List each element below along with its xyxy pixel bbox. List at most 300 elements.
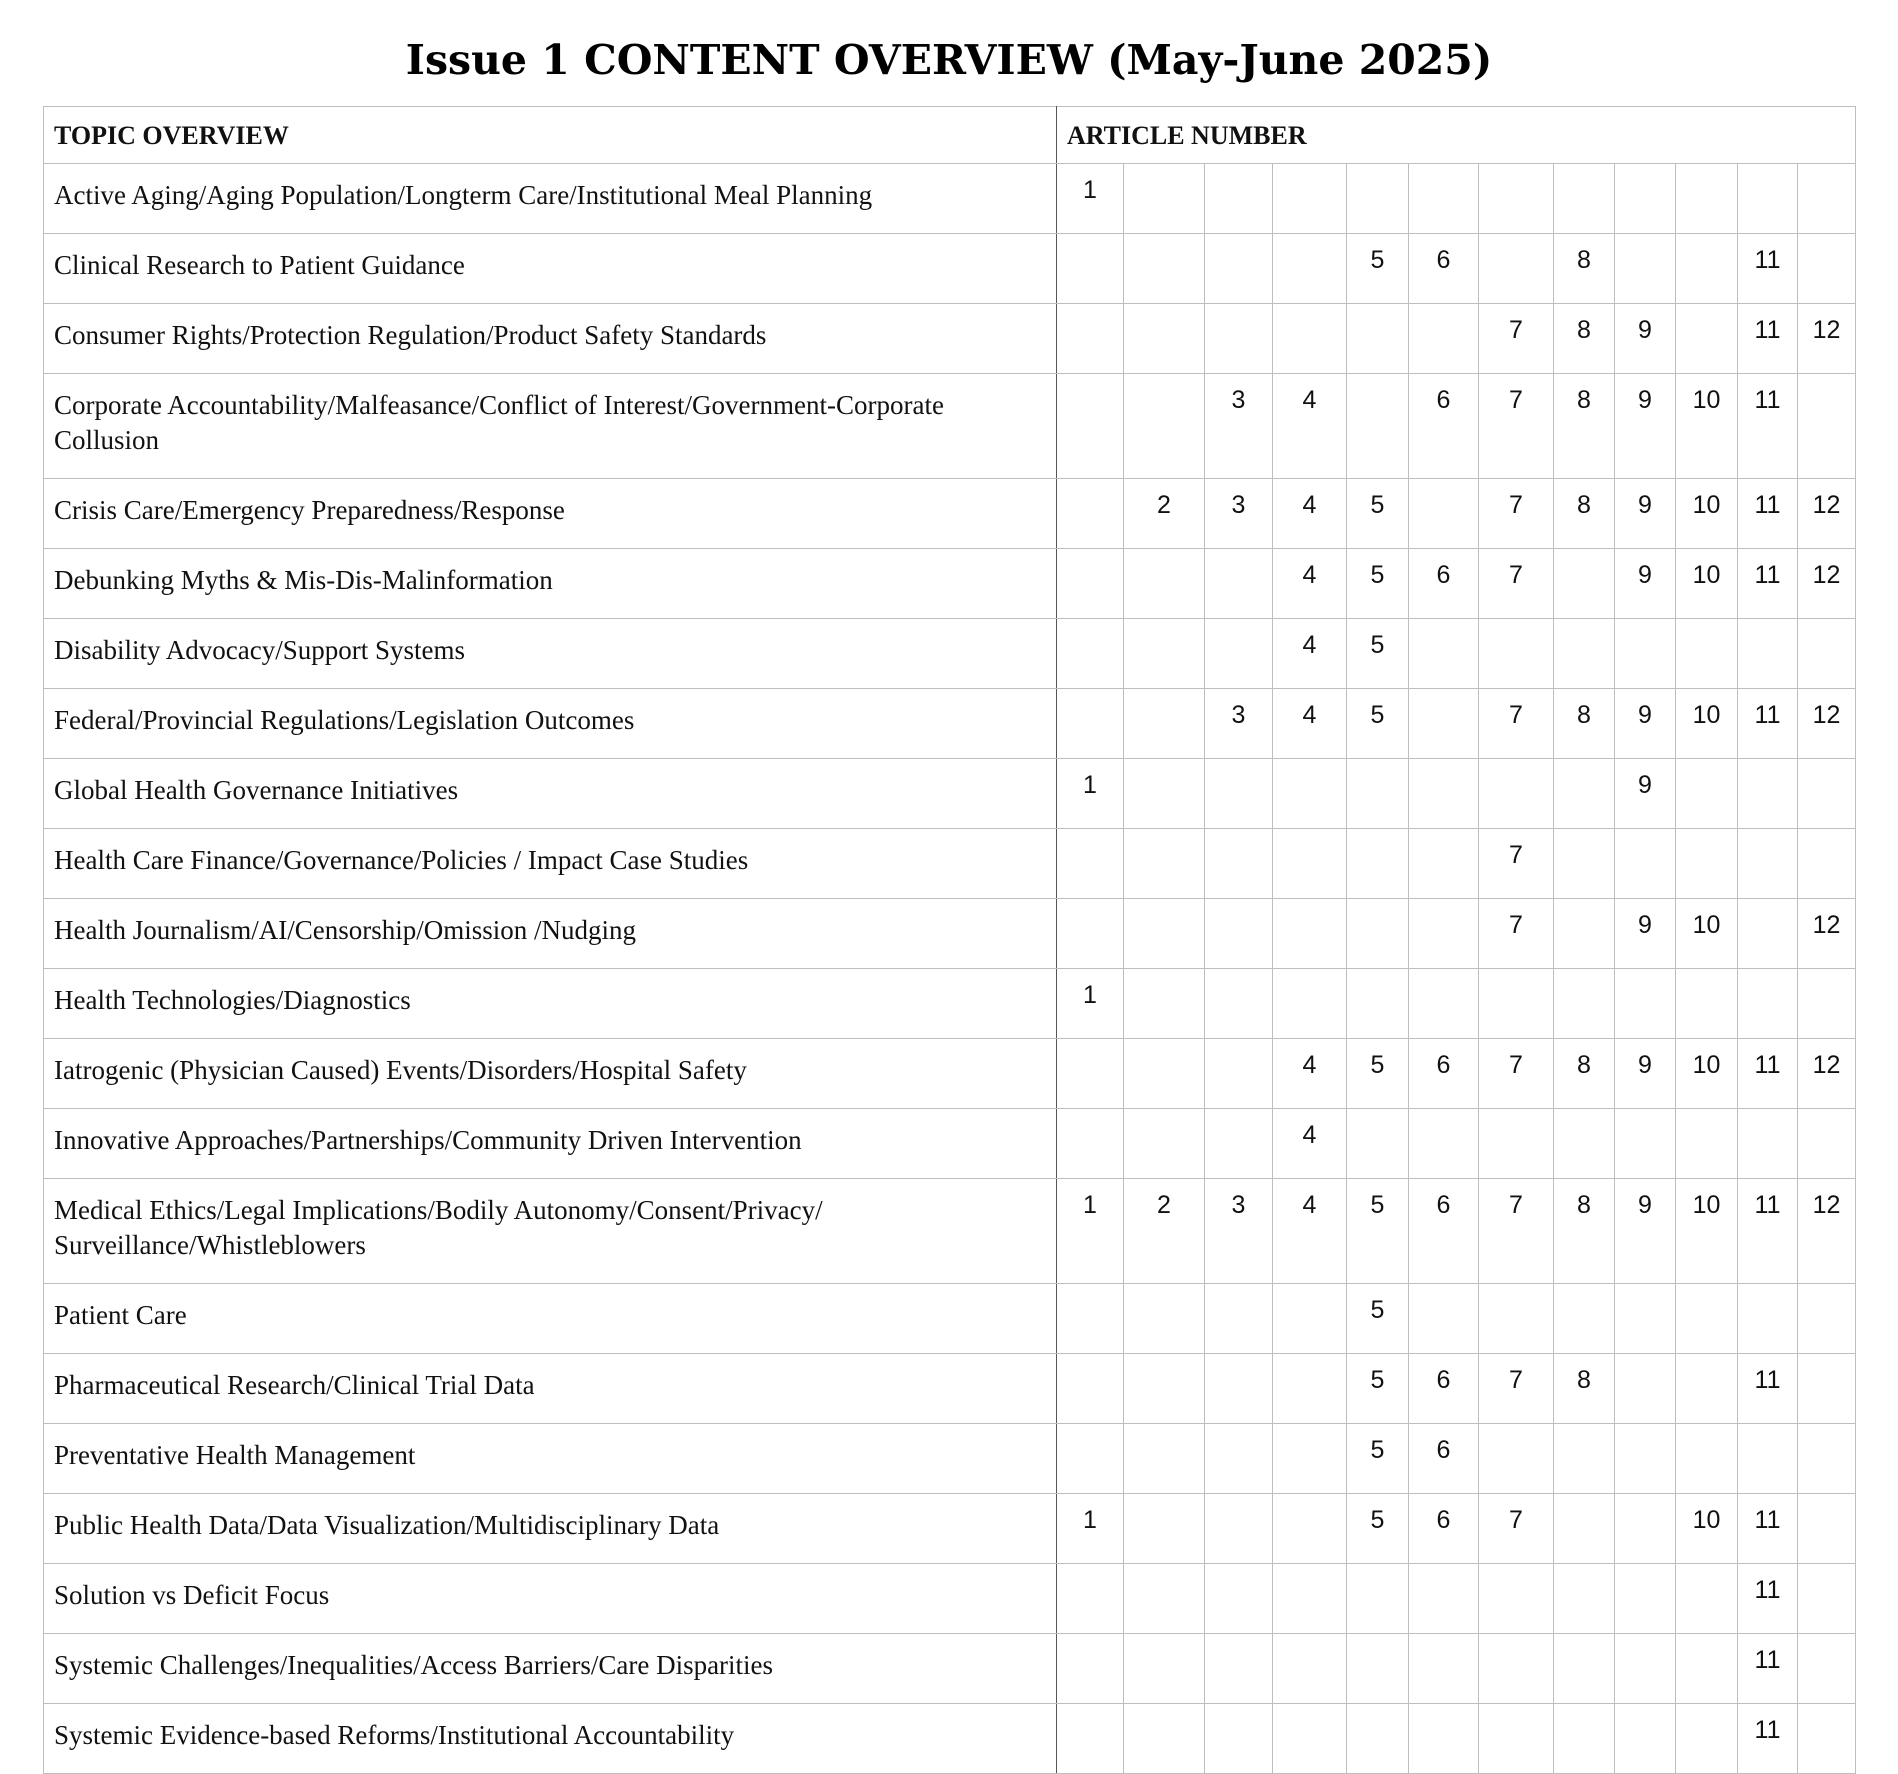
article-number-cell <box>1409 969 1479 1039</box>
article-number-cell <box>1057 1564 1124 1634</box>
article-number-cell: 10 <box>1676 1039 1738 1109</box>
content-overview-table <box>43 106 1856 1774</box>
article-number-cell <box>1124 619 1205 689</box>
article-number-cell <box>1057 1109 1124 1179</box>
article-number-cell <box>1676 829 1738 899</box>
article-number-cell: 6 <box>1409 1039 1479 1109</box>
article-number-cell: 9 <box>1615 1039 1676 1109</box>
article-number-cell <box>1273 1564 1347 1634</box>
topic-cell: Disability Advocacy/Support Systems <box>44 619 1057 689</box>
article-number-cell <box>1057 1354 1124 1424</box>
article-number-cell <box>1676 759 1738 829</box>
article-number-cell <box>1676 304 1738 374</box>
article-number-cell <box>1057 1284 1124 1354</box>
article-number-cell <box>1479 1564 1554 1634</box>
article-number-cell <box>1124 969 1205 1039</box>
article-number-cell <box>1205 1704 1273 1774</box>
article-number-cell <box>1347 1564 1409 1634</box>
article-number-cell <box>1347 304 1409 374</box>
article-number-cell <box>1347 759 1409 829</box>
article-number-cell <box>1409 304 1479 374</box>
article-number-cell <box>1409 1109 1479 1179</box>
article-number-cell <box>1205 1494 1273 1564</box>
article-number-cell: 12 <box>1798 1179 1856 1284</box>
article-number-cell <box>1738 619 1798 689</box>
article-number-cell <box>1273 969 1347 1039</box>
article-number-cell: 4 <box>1273 479 1347 549</box>
article-number-cell: 9 <box>1615 899 1676 969</box>
article-number-cell: 4 <box>1273 619 1347 689</box>
article-number-header: ARTICLE NUMBER <box>1057 107 1856 164</box>
article-number-cell <box>1738 1424 1798 1494</box>
article-number-cell <box>1347 1109 1409 1179</box>
article-number-cell <box>1676 1634 1738 1704</box>
article-number-cell: 7 <box>1479 1039 1554 1109</box>
article-number-cell: 7 <box>1479 374 1554 479</box>
article-number-cell <box>1615 1564 1676 1634</box>
table-row <box>44 899 1856 969</box>
article-number-cell <box>1057 479 1124 549</box>
article-number-cell: 4 <box>1273 549 1347 619</box>
article-number-cell <box>1479 1424 1554 1494</box>
article-number-cell <box>1124 1354 1205 1424</box>
article-number-cell: 5 <box>1347 1354 1409 1424</box>
article-number-cell <box>1409 1284 1479 1354</box>
article-number-cell: 9 <box>1615 479 1676 549</box>
table-header-row <box>44 107 1856 164</box>
article-number-cell <box>1479 759 1554 829</box>
article-number-cell <box>1347 969 1409 1039</box>
article-number-cell: 7 <box>1479 479 1554 549</box>
table-row <box>44 829 1856 899</box>
table-row <box>44 1424 1856 1494</box>
article-number-cell: 9 <box>1615 304 1676 374</box>
article-number-cell <box>1479 1704 1554 1774</box>
article-number-cell <box>1615 1634 1676 1704</box>
article-number-cell: 1 <box>1057 1179 1124 1284</box>
table-row <box>44 164 1856 234</box>
article-number-cell <box>1205 304 1273 374</box>
article-number-cell <box>1124 164 1205 234</box>
article-number-cell <box>1347 1634 1409 1704</box>
article-number-cell <box>1798 969 1856 1039</box>
article-number-cell: 11 <box>1738 1634 1798 1704</box>
article-number-cell <box>1554 1704 1615 1774</box>
article-number-cell: 8 <box>1554 1354 1615 1424</box>
article-number-cell <box>1205 619 1273 689</box>
article-number-cell <box>1615 164 1676 234</box>
article-number-cell <box>1409 1704 1479 1774</box>
article-number-cell <box>1798 164 1856 234</box>
article-number-cell <box>1676 1284 1738 1354</box>
article-number-cell: 6 <box>1409 1494 1479 1564</box>
article-number-cell: 6 <box>1409 1354 1479 1424</box>
article-number-cell: 8 <box>1554 689 1615 759</box>
article-number-cell: 6 <box>1409 234 1479 304</box>
article-number-cell <box>1124 1284 1205 1354</box>
article-number-cell <box>1273 304 1347 374</box>
article-number-cell <box>1057 549 1124 619</box>
article-number-cell: 7 <box>1479 689 1554 759</box>
article-number-cell: 5 <box>1347 479 1409 549</box>
article-number-cell <box>1676 1704 1738 1774</box>
article-number-cell: 1 <box>1057 759 1124 829</box>
article-number-cell <box>1554 164 1615 234</box>
table-row <box>44 1494 1856 1564</box>
article-number-cell <box>1615 234 1676 304</box>
article-number-cell: 5 <box>1347 1179 1409 1284</box>
article-number-cell <box>1273 1354 1347 1424</box>
article-number-cell <box>1057 234 1124 304</box>
article-number-cell <box>1124 689 1205 759</box>
article-number-cell: 11 <box>1738 1704 1798 1774</box>
article-number-cell: 6 <box>1409 374 1479 479</box>
article-number-cell: 11 <box>1738 374 1798 479</box>
article-number-cell: 3 <box>1205 689 1273 759</box>
article-number-cell <box>1124 1424 1205 1494</box>
article-number-cell: 11 <box>1738 689 1798 759</box>
article-number-cell: 4 <box>1273 1109 1347 1179</box>
article-number-cell <box>1347 374 1409 479</box>
article-number-cell <box>1554 1494 1615 1564</box>
article-number-cell <box>1738 1284 1798 1354</box>
table-row <box>44 969 1856 1039</box>
article-number-cell: 4 <box>1273 689 1347 759</box>
article-number-cell: 8 <box>1554 304 1615 374</box>
article-number-cell: 11 <box>1738 234 1798 304</box>
article-number-cell: 7 <box>1479 899 1554 969</box>
article-number-cell <box>1554 1284 1615 1354</box>
article-number-cell <box>1479 619 1554 689</box>
article-number-cell: 5 <box>1347 1424 1409 1494</box>
article-number-cell <box>1676 1109 1738 1179</box>
article-number-cell <box>1057 1634 1124 1704</box>
topic-cell: Consumer Rights/Protection Regulation/Product Safety Standards <box>44 304 1057 374</box>
article-number-cell <box>1479 969 1554 1039</box>
article-number-cell <box>1205 1634 1273 1704</box>
article-number-cell <box>1554 969 1615 1039</box>
article-number-cell: 8 <box>1554 1179 1615 1284</box>
article-number-cell: 8 <box>1554 1039 1615 1109</box>
article-number-cell: 7 <box>1479 549 1554 619</box>
table-row <box>44 234 1856 304</box>
article-number-cell: 5 <box>1347 619 1409 689</box>
article-number-cell: 10 <box>1676 479 1738 549</box>
article-number-cell <box>1479 1634 1554 1704</box>
article-number-cell <box>1615 1354 1676 1424</box>
article-number-cell <box>1798 234 1856 304</box>
article-number-cell <box>1205 1354 1273 1424</box>
article-number-cell <box>1273 234 1347 304</box>
article-number-cell <box>1798 619 1856 689</box>
article-number-cell: 9 <box>1615 549 1676 619</box>
article-number-cell: 11 <box>1738 479 1798 549</box>
article-number-cell <box>1124 759 1205 829</box>
article-number-cell: 12 <box>1798 899 1856 969</box>
table-row <box>44 304 1856 374</box>
article-number-cell <box>1205 969 1273 1039</box>
article-number-cell: 1 <box>1057 1494 1124 1564</box>
article-number-cell <box>1676 969 1738 1039</box>
table-row <box>44 1564 1856 1634</box>
article-number-cell <box>1273 829 1347 899</box>
article-number-cell <box>1409 829 1479 899</box>
topic-cell: Clinical Research to Patient Guidance <box>44 234 1057 304</box>
article-number-cell <box>1738 164 1798 234</box>
article-number-cell <box>1676 164 1738 234</box>
article-number-cell: 12 <box>1798 1039 1856 1109</box>
article-number-cell <box>1205 164 1273 234</box>
table-row <box>44 1704 1856 1774</box>
article-number-cell: 2 <box>1124 1179 1205 1284</box>
article-number-cell <box>1273 1424 1347 1494</box>
article-number-cell <box>1273 899 1347 969</box>
topic-overview-header: TOPIC OVERVIEW <box>44 107 1057 164</box>
article-number-cell: 7 <box>1479 304 1554 374</box>
article-number-cell <box>1124 829 1205 899</box>
article-number-cell <box>1798 1284 1856 1354</box>
article-number-cell: 8 <box>1554 374 1615 479</box>
topic-cell: Corporate Accountability/Malfeasance/Conflict of Interest/Government-Corporate Collusion <box>44 374 1057 479</box>
topic-cell: Global Health Governance Initiatives <box>44 759 1057 829</box>
article-number-cell: 6 <box>1409 1424 1479 1494</box>
article-number-cell: 12 <box>1798 304 1856 374</box>
article-number-cell <box>1798 1424 1856 1494</box>
article-number-cell <box>1124 549 1205 619</box>
page-title: Issue 1 CONTENT OVERVIEW (May-June 2025) <box>405 36 1493 84</box>
article-number-cell: 8 <box>1554 479 1615 549</box>
article-number-cell <box>1057 619 1124 689</box>
topic-cell: Crisis Care/Emergency Preparedness/Response <box>44 479 1057 549</box>
topic-cell: Innovative Approaches/Partnerships/Community Driven Intervention <box>44 1109 1057 1179</box>
article-number-cell <box>1738 969 1798 1039</box>
article-number-cell: 8 <box>1554 234 1615 304</box>
topic-cell: Systemic Evidence-based Reforms/Institutional Accountability <box>44 1704 1057 1774</box>
article-number-cell <box>1554 1109 1615 1179</box>
article-number-cell <box>1615 1284 1676 1354</box>
article-number-cell <box>1798 374 1856 479</box>
article-number-cell <box>1057 689 1124 759</box>
article-number-cell <box>1738 899 1798 969</box>
article-number-cell <box>1273 759 1347 829</box>
article-number-cell <box>1273 1704 1347 1774</box>
table-row <box>44 1109 1856 1179</box>
article-number-cell <box>1479 1109 1554 1179</box>
article-number-cell: 3 <box>1205 479 1273 549</box>
article-number-cell <box>1479 164 1554 234</box>
article-number-cell: 4 <box>1273 1039 1347 1109</box>
table-row <box>44 374 1856 479</box>
article-number-cell <box>1554 829 1615 899</box>
table-row <box>44 759 1856 829</box>
article-number-cell <box>1409 759 1479 829</box>
article-number-cell: 9 <box>1615 1179 1676 1284</box>
article-number-cell: 11 <box>1738 1494 1798 1564</box>
article-number-cell: 5 <box>1347 1039 1409 1109</box>
article-number-cell <box>1479 234 1554 304</box>
article-number-cell <box>1124 1039 1205 1109</box>
article-number-cell: 11 <box>1738 549 1798 619</box>
topic-cell: Public Health Data/Data Visualization/Multidisciplinary Data <box>44 1494 1057 1564</box>
article-number-cell: 10 <box>1676 549 1738 619</box>
topic-cell: Federal/Provincial Regulations/Legislation Outcomes <box>44 689 1057 759</box>
topic-cell: Pharmaceutical Research/Clinical Trial Data <box>44 1354 1057 1424</box>
table-row <box>44 1039 1856 1109</box>
article-number-cell: 3 <box>1205 374 1273 479</box>
article-number-cell <box>1676 619 1738 689</box>
article-number-cell <box>1205 759 1273 829</box>
article-number-cell <box>1798 1634 1856 1704</box>
article-number-cell: 7 <box>1479 1354 1554 1424</box>
article-number-cell <box>1057 304 1124 374</box>
article-number-cell: 10 <box>1676 1494 1738 1564</box>
topic-cell: Debunking Myths & Mis-Dis-Malinformation <box>44 549 1057 619</box>
article-number-cell <box>1409 899 1479 969</box>
article-number-cell <box>1738 1109 1798 1179</box>
article-number-cell <box>1205 549 1273 619</box>
article-number-cell <box>1615 969 1676 1039</box>
article-number-cell <box>1273 164 1347 234</box>
article-number-cell: 7 <box>1479 829 1554 899</box>
article-number-cell <box>1124 899 1205 969</box>
topic-cell: Active Aging/Aging Population/Longterm Care/Institutional Meal Planning <box>44 164 1057 234</box>
article-number-cell <box>1057 1039 1124 1109</box>
article-number-cell: 1 <box>1057 164 1124 234</box>
article-number-cell: 12 <box>1798 479 1856 549</box>
article-number-cell <box>1738 829 1798 899</box>
article-number-cell <box>1615 829 1676 899</box>
article-number-cell: 5 <box>1347 1494 1409 1564</box>
article-number-cell <box>1409 1564 1479 1634</box>
article-number-cell <box>1409 619 1479 689</box>
article-number-cell: 11 <box>1738 1354 1798 1424</box>
article-number-cell <box>1205 829 1273 899</box>
article-number-cell <box>1676 1354 1738 1424</box>
article-number-cell <box>1273 1284 1347 1354</box>
article-number-cell <box>1057 829 1124 899</box>
article-number-cell: 9 <box>1615 759 1676 829</box>
article-number-cell <box>1273 1634 1347 1704</box>
article-number-cell <box>1347 164 1409 234</box>
article-number-cell: 11 <box>1738 304 1798 374</box>
article-number-cell <box>1798 829 1856 899</box>
article-number-cell <box>1124 1494 1205 1564</box>
article-number-cell <box>1554 1424 1615 1494</box>
article-number-cell <box>1409 479 1479 549</box>
article-number-cell <box>1615 619 1676 689</box>
article-number-cell <box>1057 374 1124 479</box>
article-number-cell: 6 <box>1409 1179 1479 1284</box>
article-number-cell <box>1798 1704 1856 1774</box>
topic-cell: Iatrogenic (Physician Caused) Events/Disorders/Hospital Safety <box>44 1039 1057 1109</box>
article-number-cell <box>1554 549 1615 619</box>
topic-cell: Medical Ethics/Legal Implications/Bodily Autonomy/Consent/Privacy/ Surveillance/Whistleblowers <box>44 1179 1057 1284</box>
article-number-cell <box>1347 829 1409 899</box>
table-row <box>44 1634 1856 1704</box>
article-number-cell <box>1205 234 1273 304</box>
table-row <box>44 1284 1856 1354</box>
article-number-cell: 9 <box>1615 374 1676 479</box>
article-number-cell <box>1057 1424 1124 1494</box>
article-number-cell <box>1205 1109 1273 1179</box>
article-number-cell: 5 <box>1347 234 1409 304</box>
article-number-cell: 4 <box>1273 374 1347 479</box>
article-number-cell <box>1615 1704 1676 1774</box>
article-number-cell <box>1479 1284 1554 1354</box>
table-row <box>44 1354 1856 1424</box>
table-row <box>44 1179 1856 1284</box>
table-row <box>44 619 1856 689</box>
article-number-cell: 9 <box>1615 689 1676 759</box>
topic-cell: Patient Care <box>44 1284 1057 1354</box>
article-number-cell: 11 <box>1738 1039 1798 1109</box>
article-number-cell: 12 <box>1798 689 1856 759</box>
article-number-cell: 5 <box>1347 549 1409 619</box>
article-number-cell: 11 <box>1738 1564 1798 1634</box>
article-number-cell <box>1124 374 1205 479</box>
article-number-cell <box>1738 759 1798 829</box>
article-number-cell <box>1409 164 1479 234</box>
article-number-cell: 6 <box>1409 549 1479 619</box>
topic-cell: Preventative Health Management <box>44 1424 1057 1494</box>
article-number-cell: 5 <box>1347 689 1409 759</box>
table-body <box>44 164 1856 1774</box>
article-number-cell <box>1554 899 1615 969</box>
article-number-cell <box>1798 1109 1856 1179</box>
article-number-cell <box>1554 619 1615 689</box>
article-number-cell: 7 <box>1479 1494 1554 1564</box>
article-number-cell <box>1615 1494 1676 1564</box>
article-number-cell <box>1124 1704 1205 1774</box>
article-number-cell <box>1124 234 1205 304</box>
topic-cell: Health Care Finance/Governance/Policies / Impact Case Studies <box>44 829 1057 899</box>
article-number-cell <box>1798 759 1856 829</box>
article-number-cell: 11 <box>1738 1179 1798 1284</box>
article-number-cell: 1 <box>1057 969 1124 1039</box>
article-number-cell <box>1347 899 1409 969</box>
article-number-cell: 10 <box>1676 374 1738 479</box>
topic-cell: Health Technologies/Diagnostics <box>44 969 1057 1039</box>
article-number-cell <box>1205 1039 1273 1109</box>
article-number-cell: 10 <box>1676 899 1738 969</box>
article-number-cell: 4 <box>1273 1179 1347 1284</box>
article-number-cell <box>1554 1634 1615 1704</box>
article-number-cell <box>1409 1634 1479 1704</box>
article-number-cell <box>1057 1704 1124 1774</box>
article-number-cell <box>1554 1564 1615 1634</box>
topic-cell: Health Journalism/AI/Censorship/Omission /Nudging <box>44 899 1057 969</box>
topic-cell: Systemic Challenges/Inequalities/Access Barriers/Care Disparities <box>44 1634 1057 1704</box>
table-row <box>44 689 1856 759</box>
topic-cell: Solution vs Deficit Focus <box>44 1564 1057 1634</box>
article-number-cell <box>1798 1494 1856 1564</box>
article-number-cell <box>1205 1564 1273 1634</box>
article-number-cell: 10 <box>1676 689 1738 759</box>
table-row <box>44 479 1856 549</box>
article-number-cell <box>1124 1109 1205 1179</box>
article-number-cell <box>1554 759 1615 829</box>
article-number-cell <box>1676 1564 1738 1634</box>
article-number-cell: 7 <box>1479 1179 1554 1284</box>
article-number-cell <box>1615 1424 1676 1494</box>
article-number-cell <box>1409 689 1479 759</box>
article-number-cell <box>1347 1704 1409 1774</box>
article-number-cell <box>1205 899 1273 969</box>
article-number-cell: 3 <box>1205 1179 1273 1284</box>
article-number-cell <box>1798 1564 1856 1634</box>
article-number-cell <box>1273 1494 1347 1564</box>
article-number-cell <box>1205 1424 1273 1494</box>
